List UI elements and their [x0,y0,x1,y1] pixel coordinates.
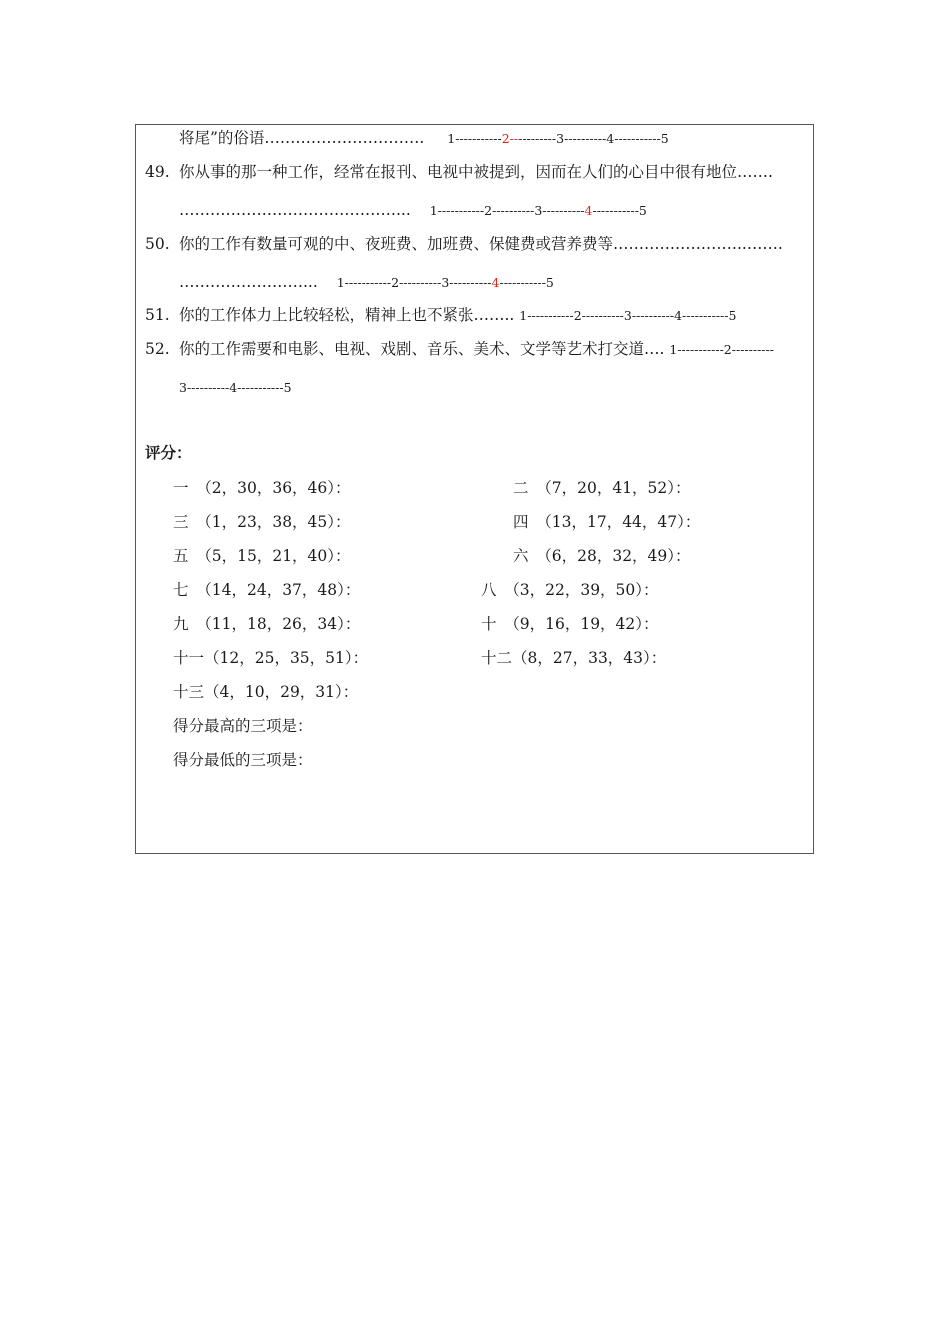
q51-scale: 1-----------2----------3----------4-----------5 [519,308,737,323]
score-item-10: 十 （9，16，19，42）： [481,615,659,633]
q49-scale-selected: 4 [584,203,593,218]
lowest-three-label: 得分最低的三项是： [173,751,313,769]
score-item-5: 五 （5，15，21，40）： [173,547,351,565]
q48-tail-text: 将尾”的俗语…………………………. [179,129,430,147]
score-item-8: 八 （3，22，39，50）： [481,581,659,599]
q50-number: 50. [145,235,170,253]
score-item-12: 十二（8，27，33，43）： [481,649,667,667]
q52-scale-part1: 1-----------2---------- [669,342,774,357]
q51-line [179,305,736,326]
q50-text: 你的工作有数量可观的中、夜班费、加班费、保健费或营养费等……………………..……. [179,235,783,253]
q48-scale [447,131,668,146]
score-item-4: 四 （13，17，44，47）： [513,513,701,531]
q50-scale-pre: 1-----------2----------3---------- [336,275,492,290]
score-item-2: 二 （7，20，41，52）： [513,479,691,497]
q52-scale-part2: 3----------4-----------5 [179,380,292,395]
score-item-1: 一 （2，30，36，46）： [173,479,351,497]
q48-scale-pre: 1----------- [447,131,502,146]
q52-text: 你的工作需要和电影、电视、戏剧、音乐、美术、文学等艺术打交道…. [179,340,665,358]
q49-number: 49. [145,163,170,181]
score-item-11: 十一（12，25，35，51）： [173,649,369,667]
q48-tail [179,128,669,149]
q49-scale [430,203,647,218]
score-item-6: 六 （6，28，32，49）： [513,547,691,565]
highest-three-label: 得分最高的三项是： [173,717,313,735]
q49-text-cont: ……………………………………... [179,201,411,219]
score-item-3: 三 （1，23，38，45）： [173,513,351,531]
q49-scale-pre: 1-----------2----------3---------- [429,203,585,218]
q50-line2 [179,272,554,293]
q51-text: 你的工作体力上比较轻松，精神上也不紧张…….. [179,306,515,324]
score-item-13: 十三（4，10，29，31）： [173,683,359,701]
q50-text-cont: ……………………... [179,273,318,291]
q49-text: 你从事的那一种工作，经常在报刊、电视中被提到，因而在人们的心目中很有地位……. [179,163,773,181]
q49-scale-post: -----------5 [592,203,647,218]
score-item-9: 九 （11，18，26，34）： [173,615,361,633]
q52-line [179,339,774,360]
scoring-heading: 评分： [145,443,192,462]
q48-scale-selected: 2-- [501,131,519,146]
score-item-7: 七 （14，24，37，48）： [173,581,361,599]
q50-scale-selected: 4 [491,275,500,290]
q51-number: 51. [145,306,170,324]
q52-number: 52. [145,340,170,358]
q48-scale-post: ---------3----------4-----------5 [518,131,669,146]
q50-scale-post: -----------5 [499,275,554,290]
q49-line2 [179,200,647,221]
q50-scale [337,275,554,290]
